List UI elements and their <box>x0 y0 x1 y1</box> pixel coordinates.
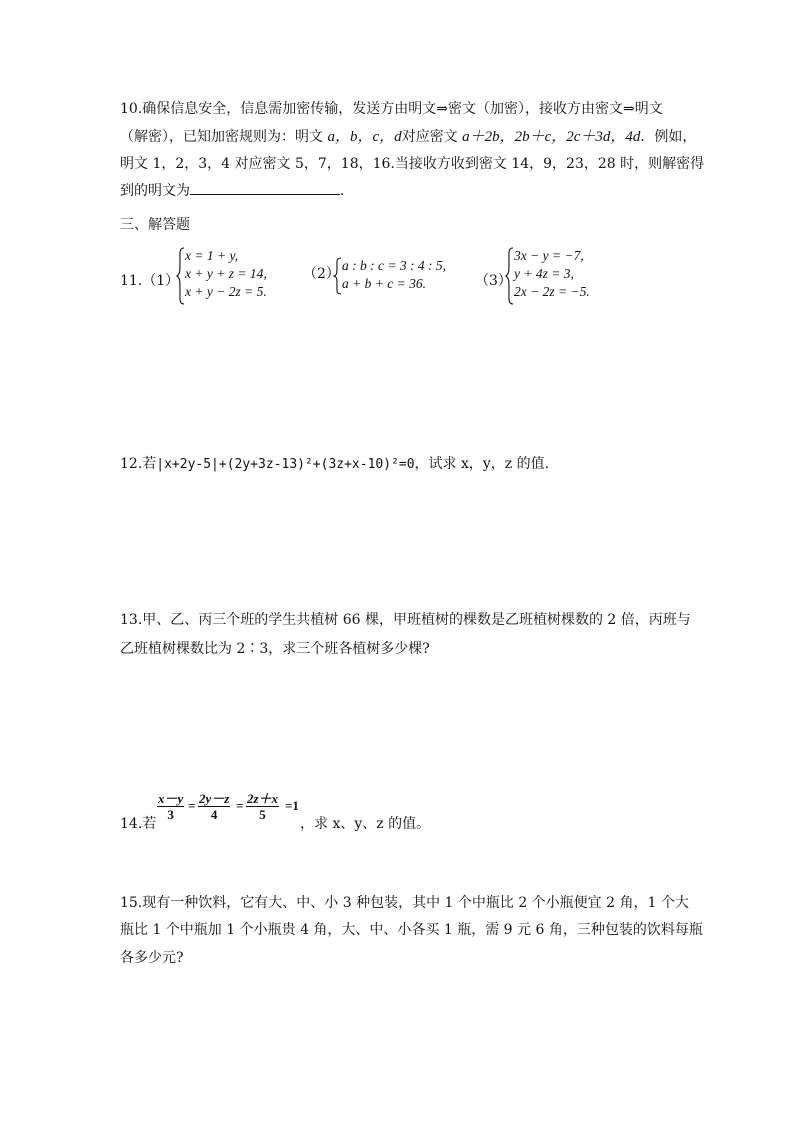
q10-line-3: 明文 1，2，3，4 对应密文 5，7，18，16.当接收方收到密文 14，9，23，28 时，则解密得 <box>120 156 705 172</box>
system-1-eq-1: x = 1 + y, <box>185 248 239 263</box>
q10-line-2-text-b: 对应密文 <box>401 129 463 145</box>
system-2-eq-1: a : b : c = 3 : 4 : 5, <box>342 258 446 273</box>
fraction-3-denominator: 5 <box>259 807 266 822</box>
left-brace-icon <box>505 247 514 305</box>
q11-label-3: （3） <box>475 273 512 289</box>
section-title: 三、解答题 <box>120 217 190 233</box>
left-brace-icon <box>333 257 342 295</box>
system-2-eq-2: a + b + c = 36. <box>342 276 426 291</box>
q14-suffix: ，求 x、y、z 的值。 <box>300 816 431 832</box>
system-3-eq-2: y + 4z = 3, <box>514 266 574 281</box>
q13-line-1: 13.甲、乙、丙三个班的学生共植树 66 棵，甲班植树的棵数是乙班植树棵数的 2 倍，丙班与 <box>120 612 691 628</box>
system-3-eq-3: 2x − 2z = −5. <box>514 284 590 299</box>
fraction-3 <box>246 791 279 823</box>
q12-suffix: ，试求 x，y，z 的值. <box>414 456 550 472</box>
fraction-1 <box>157 791 184 823</box>
q10-line-4 <box>120 180 354 200</box>
fraction-2-numerator: 2y－z <box>199 791 230 806</box>
q10-plaintext-vars: a，b，c，d <box>327 129 402 145</box>
answer-blank[interactable] <box>190 180 340 195</box>
question-12 <box>120 453 549 473</box>
q15-line-1: 15.现有一种饮料，它有大、中、小 3 种包装，其中 1 个中瓶比 2 个小瓶便宜 2 角，1 个大 <box>120 895 689 911</box>
q11-label: 11.（1） <box>120 273 180 289</box>
equals-one: =1 <box>285 798 299 813</box>
system-1-eq-2: x + y + z = 14, <box>185 266 267 281</box>
q15-line-3: 各多少元? <box>120 950 184 966</box>
q10-line-4-end: ． <box>340 183 354 199</box>
q12-prefix: 12.若 <box>120 456 157 472</box>
q10-line-2-text-a: （解密），已知加密规则为：明文 <box>120 129 328 145</box>
equals-1: = <box>188 798 196 813</box>
q13-line-2: 乙班植树棵数比为 2∶3，求三个班各植树多少棵? <box>120 641 430 657</box>
fraction-1-numerator: x－y <box>158 791 184 806</box>
q10-line-4-text: 到的明文为 <box>120 183 190 199</box>
system-3-eq-1: 3x − y = −7, <box>514 248 584 263</box>
fraction-1-denominator: 3 <box>167 807 174 822</box>
q10-line-1: 10.确保信息安全，信息需加密传输，发送方由明文⇒密文（加密），接收方由密文⇒明文 <box>120 101 663 117</box>
equals-2: = <box>236 798 244 813</box>
fraction-2 <box>198 791 230 823</box>
q14-prefix: 14.若 <box>120 816 157 832</box>
q12-expression: |x+2y-5|+(2y+3z-13)²+(3z+x-10)²=0 <box>156 457 415 472</box>
q15-line-2: 瓶比 1 个中瓶加 1 个小瓶贵 4 角，大、中、小各买 1 瓶，需 9 元 6 角，三种包装的饮料每瓶 <box>120 922 703 938</box>
q10-ciphertext-rule: a＋2b，2b＋c，2c＋3d，4d <box>462 129 641 145</box>
q10-line-2 <box>120 125 696 146</box>
q10-line-2-text-c: ．例如， <box>640 129 697 145</box>
left-brace-icon <box>176 247 185 305</box>
fraction-3-numerator: 2z＋x <box>247 791 279 806</box>
q11-label-2: （2） <box>303 266 340 282</box>
fraction-2-denominator: 4 <box>210 807 218 822</box>
system-1-eq-3: x + y − 2z = 5. <box>185 284 267 299</box>
